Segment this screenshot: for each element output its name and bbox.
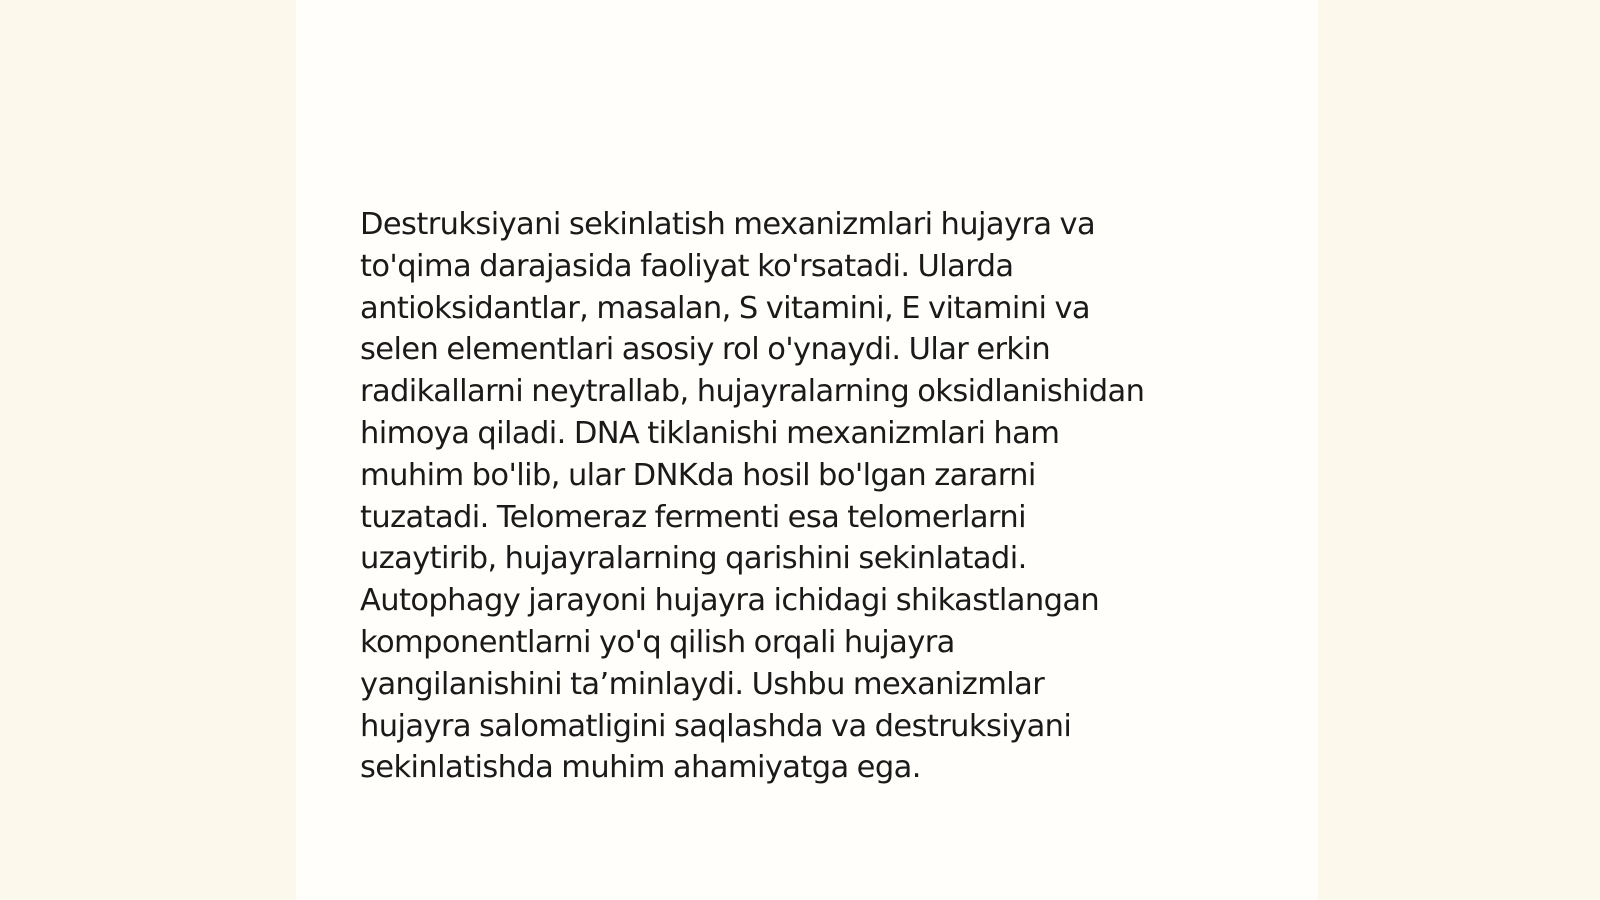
document-page xyxy=(296,0,1318,900)
body-paragraph: Destruksiyani sekinlatish mexanizmlari hujayra va to'qima darajasida faoliyat ko'rsatadi. Ularda antioksidantlar, masalan, S vitamini, E vitamini va selen elementlari asosiy rol o'ynaydi. Ular erkin radikallarni neytrallab, hujayralarning oksidlanishidan himoya qiladi. DNA tiklanishi mexanizmlari ham muhim bo'lib, ular DNKda hosil bo'lgan zararni tuzatadi. Telomeraz fermenti esa telomerlarni uzaytirib, hujayralarning qarishini sekinlatadi. Autophagy jarayoni hujayra ichidagi shikastlangan komponentlarni yo'q qilish orqali hujayra yangilanishini ta’minlaydi. Ushbu mexanizmlar hujayra salomatligini saqlashda va destruksiyani sekinlatishda muhim ahamiyatga ega. xyxy=(360,207,1145,786)
